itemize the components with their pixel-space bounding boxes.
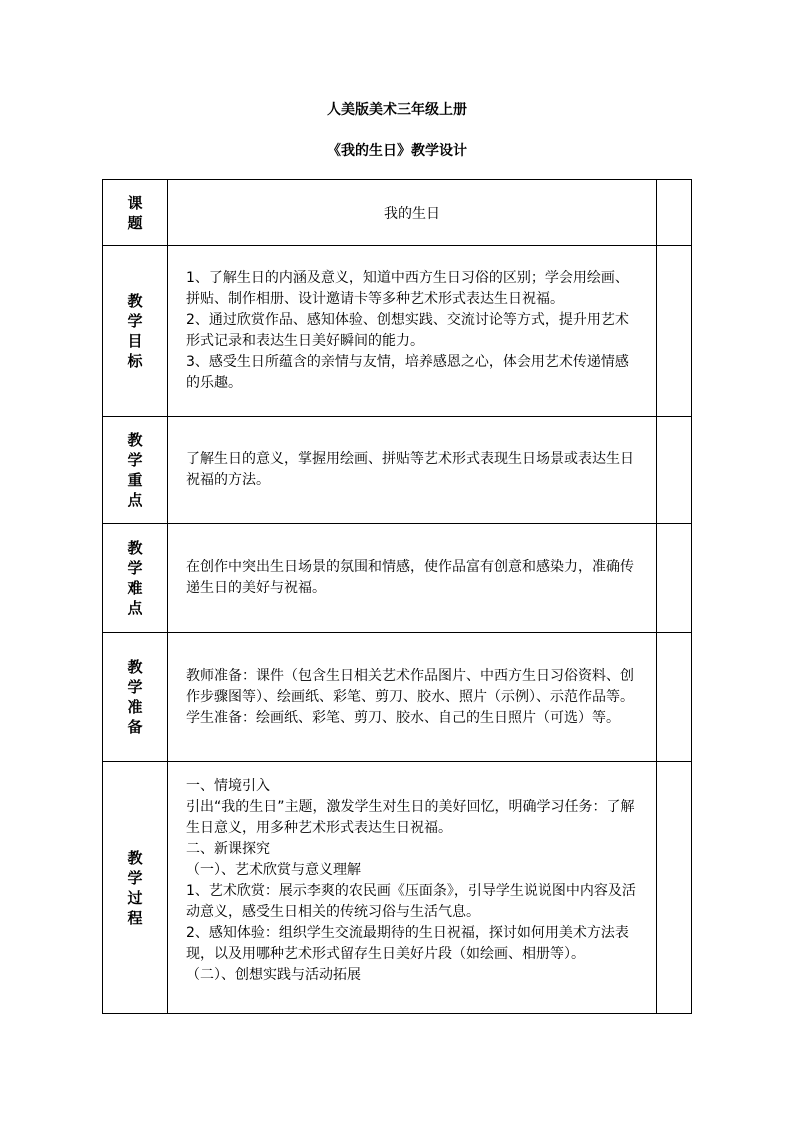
row-goals [103,246,692,417]
goal-item: 1、了解生日的内涵及意义，知道中西方生日习俗的区别；学会用绘画、拼贴、制作相册、设计邀请卡等多种艺术形式表达生日祝福。 [186,270,629,307]
row-keypoints [103,417,692,524]
row-process [103,762,692,1014]
row-preparation [103,633,692,762]
document-subtitle: 《我的生日》教学设计 [327,143,467,159]
goal-item: 3、感受生日所蕴含的亲情与友情，培养感恩之心，体会用艺术传递情感的乐趣。 [186,354,629,391]
label-process: 教 学 过 程 [103,762,168,1014]
row-topic [103,180,692,246]
course-name: 我的生日 [168,180,657,246]
process-content: 一、情境引入 引出“我的生日”主题，激发学生对生日的美好回忆，明确学习任务：了解生日意义，用多种艺术形式表达生日祝福。 二、新课探究 （一）、艺术欣赏与意义理解 1、艺术欣赏：展示李爽的农民画《压面条》，引导学生说说图中内容及活动意义，感受生日相关的传统习俗与生活气息。 2、感知体验：组织学生交流最期待的生日祝福，探讨如何用美术方法表现，以及用哪种艺术形式留存生日美好片段（如绘画、相册等）。 （二）、创想实践与活动拓展 [168,762,657,1014]
empty-cell [657,246,692,417]
empty-cell [657,180,692,246]
goal-item: 2、通过欣赏作品、感知体验、创想实践、交流讨论等方式，提升用艺术形式记录和表达生日美好瞬间的能力。 [186,312,629,349]
keypoints-content: 了解生日的意义，掌握用绘画、拼贴等艺术形式表现生日场景或表达生日祝福的方法。 [168,417,657,524]
label-topic: 课 题 [103,180,168,246]
lesson-plan-table [102,179,692,1014]
label-keypoints: 教 学 重 点 [103,417,168,524]
empty-cell [657,633,692,762]
label-preparation: 教 学 准 备 [103,633,168,762]
empty-cell [657,417,692,524]
document-title: 人美版美术三年级上册 [327,102,467,118]
label-goals: 教 学 目 标 [103,246,168,417]
goals-content [168,246,657,417]
empty-cell [657,762,692,1014]
label-difficulties: 教 学 难 点 [103,524,168,633]
empty-cell [657,524,692,633]
difficulties-content: 在创作中突出生日场景的氛围和情感，使作品富有创意和感染力，准确传递生日的美好与祝福。 [168,524,657,633]
preparation-content: 教师准备：课件（包含生日相关艺术作品图片、中西方生日习俗资料、创作步骤图等）、绘画纸、彩笔、剪刀、胶水、照片（示例）、示范作品等。 学生准备：绘画纸、彩笔、剪刀、胶水、自己的生日照片（可选）等。 [168,633,657,762]
row-difficulties [103,524,692,633]
